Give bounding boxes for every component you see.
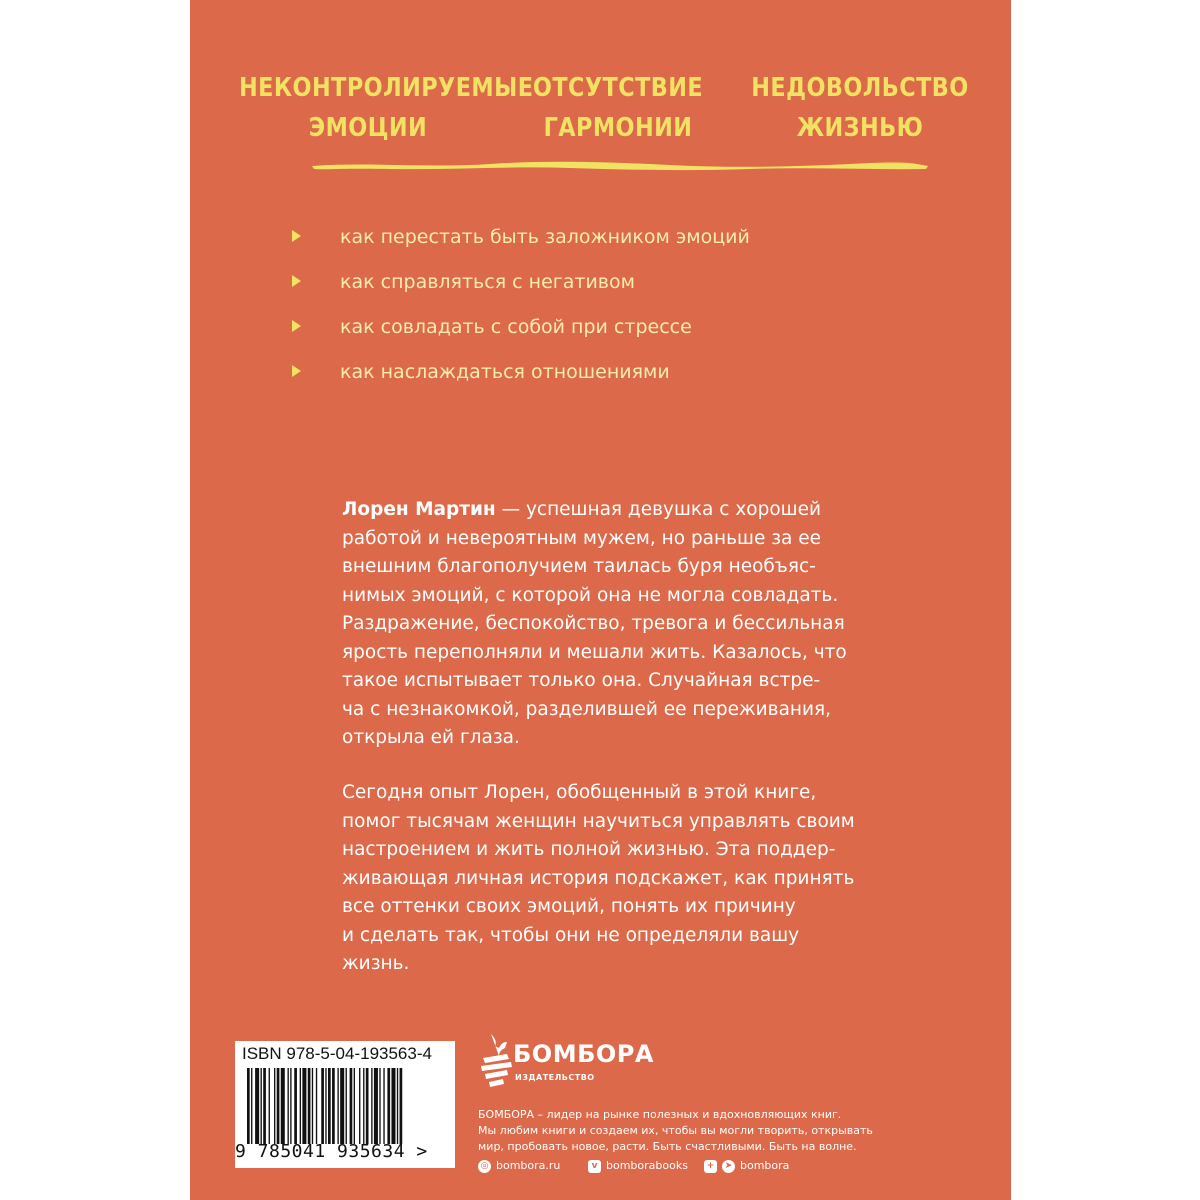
description-paragraph-2 [342,779,862,979]
arrow-right-icon [292,230,301,242]
paragraph-line [342,496,862,525]
telegram-icon: ➤ [722,1160,735,1173]
paragraph-line: помог тысячам женщин научиться управлять своим [342,810,855,832]
publisher-about-line: БОМБОРА – лидер на рынке полезных и вдохновляющих книг. [478,1108,842,1121]
globe-icon: ◎ [478,1160,491,1173]
plus-icon: + [704,1160,717,1173]
paragraph-line: внешним благополучием таилась буря необъяс- [342,556,816,577]
paragraph-line: живающая личная история подскажет, как принять [342,867,855,889]
bullet-text: как наслаждаться отношениями [340,361,670,383]
headline-line: ОТСУТСТВИЕ [532,73,704,103]
author-name: Лорен Мартин [342,499,496,520]
publisher-logo [477,1032,654,1092]
arrow-right-icon [292,320,301,332]
publisher-name: БОМБОРА [513,1040,654,1068]
description-paragraph-1 [342,496,862,753]
publisher-subtitle: ИЗДАТЕЛЬСТВО [515,1073,595,1082]
headline-line: НЕКОНТРОЛИРУЕМЫЕ [239,73,534,103]
social-messengers[interactable] [704,1158,789,1174]
social-vk[interactable] [588,1158,688,1174]
paragraph-text: — успешная девушка с хорошей [495,499,821,520]
headline-line: ЖИЗНЬЮ [796,113,924,143]
book-back-cover [190,0,1011,1200]
social-label: bombora.ru [496,1159,561,1172]
isbn-barcode-box [235,1041,455,1168]
isbn-label: ISBN 978-5-04-193563-4 [242,1044,432,1063]
brush-divider [310,158,930,172]
social-website[interactable] [478,1158,560,1174]
paragraph-line: и сделать так, чтобы они не определяли вашу [342,924,800,946]
headline-line: ЭМОЦИИ [308,113,428,143]
barcode-graphic [245,1068,451,1144]
bullet-text: как совладать с собой при стрессе [340,316,692,338]
paragraph-line: Раздражение, беспокойство, тревога и бессильная [342,613,845,634]
paragraph-line: нимых эмоций, с которой она не могла совладать. [342,584,839,606]
paragraph-line: открыла ей глаза. [342,727,520,748]
publisher-about-line: мир, пробовать новое, расти. Быть счастливыми. Быть на волне. [478,1140,857,1153]
publisher-about-line: Мы любим книги и создаем их, чтобы вы могли творить, открывать [478,1124,873,1137]
headline-uncontrolled-emotions [239,68,534,148]
paragraph-line: Сегодня опыт Лорен, обобщенный в этой книге, [342,782,817,803]
publisher-about [478,1107,873,1155]
publisher-mark-icon [477,1032,517,1090]
paragraph-line: такое испытывает только она. Случайная встре- [342,670,821,691]
headline-life-dissatisfaction [731,68,989,148]
arrow-right-icon [292,365,301,377]
barcode-digits: 9 785041 935634 > [235,1141,428,1162]
paragraph-line: жизнь. [342,953,410,974]
paragraph-line: ча с незнакомкой, разделившей ее переживания, [342,698,832,720]
headline-line: ГАРМОНИИ [543,113,693,143]
bullet-text: как перестать быть заложником эмоций [340,226,750,248]
paragraph-line: настроением и жить полной жизнью. Эта поддер- [342,839,836,860]
paragraph-line: ярость переполняли и мешали жить. Казалось, что [342,641,847,663]
paragraph-line: работой и невероятным мужем, но раньше за ее [342,527,822,549]
headline-lack-of-harmony [515,68,721,148]
arrow-right-icon [292,275,301,287]
social-label: bomborabooks [606,1159,688,1172]
paragraph-line: все оттенки своих эмоций, понять их причину [342,896,796,917]
headline-line: НЕДОВОЛЬСТВО [751,73,969,103]
social-label: bombora [740,1159,790,1172]
vk-icon: v [588,1160,601,1173]
bullet-text: как справляться с негативом [340,271,635,293]
